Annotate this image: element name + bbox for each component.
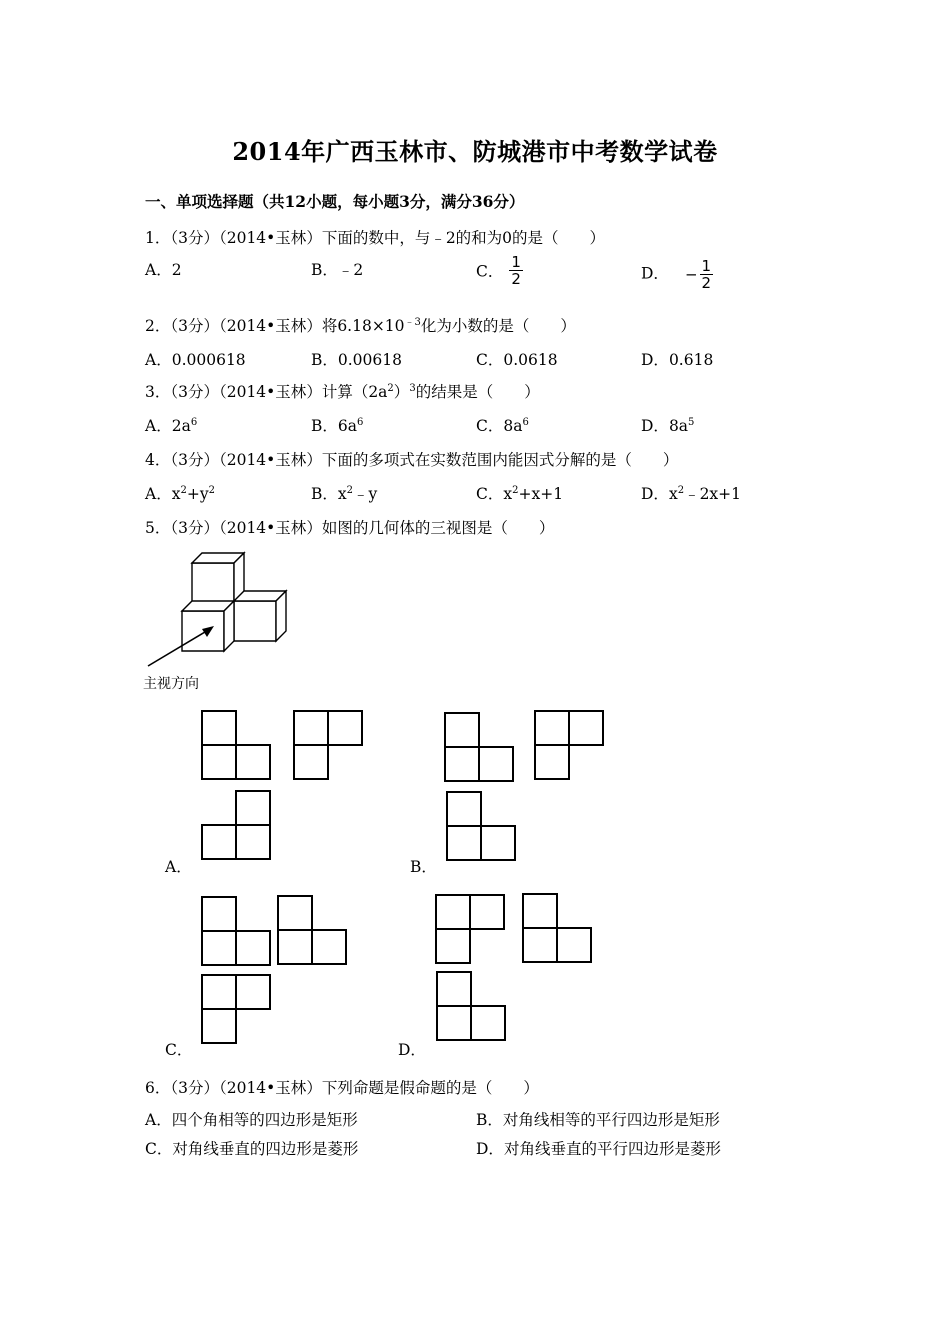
figure-caption: 主视方向 [143, 676, 199, 692]
page-title: 2014年广西玉林市、防城港市中考数学试卷 [232, 137, 718, 166]
q2-option-c: C．0.0618 [476, 351, 558, 369]
q6-option-b: B．对角线相等的平行四边形是矩形 [476, 1111, 720, 1129]
fraction-one-half: $\frac{1}{2}$ [701, 257, 712, 292]
q4-option-d: D．$x^2﹣2x+1$ [641, 485, 742, 503]
q5-option-b-label: B． [410, 858, 437, 876]
q5-option-c-views [195, 890, 365, 1050]
q2-option-b: B．0.00618 [311, 351, 402, 369]
q1-option-d: D． − $\frac{1}{2}$ [641, 257, 712, 292]
q1-option-c: C． $\frac{1}{2}$ [476, 253, 521, 288]
q6-option-c: C．对角线垂直的四边形是菱形 [145, 1140, 359, 1158]
q1-option-b: B．﹣2 [311, 261, 364, 279]
question-5-stem: 5．（3分）（2014•玉林）如图的几何体的三视图是（ ） [145, 519, 555, 537]
q4-option-a: A．$x^2+y^2$ [145, 485, 215, 503]
q4-option-c: C．$x^2+x+1$ [476, 485, 564, 503]
q3-option-d: D．$8a^5$ [641, 417, 695, 435]
question-3-stem: 3．（3分）（2014•玉林）计算$(2a^2)^3$的结果是（ ） [145, 383, 540, 401]
q5-option-d-label: D． [398, 1041, 426, 1059]
q1-option-a: A．2 [145, 261, 182, 279]
question-6-stem: 6．（3分）（2014•玉林）下列命题是假命题的是（ ） [145, 1079, 539, 1097]
q6-option-a: A．四个角相等的四边形是矩形 [145, 1111, 358, 1129]
question-1-stem: 1．（3分）（2014•玉林）下面的数中，与﹣2的和为0的是（ ） [145, 229, 606, 247]
q2-option-a: A．0.000618 [145, 351, 246, 369]
q5-option-c-label: C． [165, 1041, 193, 1059]
q6-option-d: D．对角线垂直的平行四边形是菱形 [476, 1140, 721, 1158]
q5-option-a-label: A． [165, 858, 192, 876]
q5-option-d-views [430, 890, 600, 1050]
q4-option-b: B．$x^2﹣y$ [311, 485, 378, 503]
q3-option-c: C．$8a^6$ [476, 417, 529, 435]
cube-solid-figure [140, 545, 300, 675]
q3-option-b: B．$6a^6$ [311, 417, 364, 435]
question-2-stem: 2．（3分）（2014•玉林）将$6.18\times 10^{﹣3}$化为小数的是（ ） [145, 317, 576, 335]
q5-option-a-views [195, 705, 365, 865]
q5-option-b-views [438, 705, 608, 865]
q2-option-d: D．0.618 [641, 351, 714, 369]
question-4-stem: 4．（3分）（2014•玉林）下面的多项式在实数范围内能因式分解的是（ ） [145, 451, 679, 469]
section-heading: 一、单项选择题（共12小题，每小题3分，满分36分） [145, 192, 525, 211]
q3-option-a: A．$2a^6$ [145, 417, 198, 435]
fraction-one-half: $\frac{1}{2}$ [511, 253, 521, 288]
